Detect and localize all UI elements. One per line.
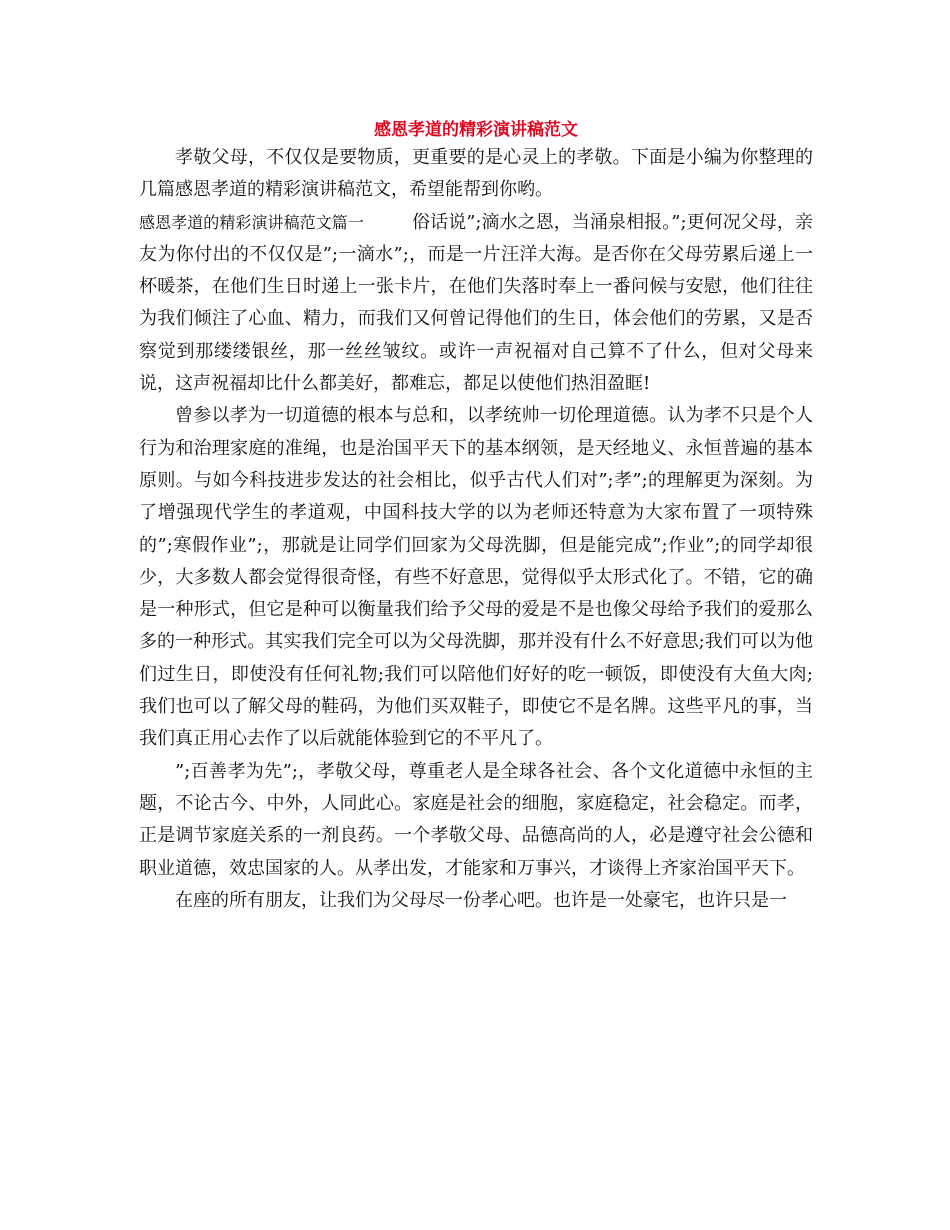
body-paragraph: 在座的所有朋友，让我们为父母尽一份孝心吧。也许是一处豪宅，也许只是一 xyxy=(175,889,787,911)
section-first-text: 俗话说”;滴水之恩，当涌泉相报。”;更何况父母，亲友为你付出的不仅仅是”;一滴水”;，而是一片汪洋大海。是否你在父母劳累后递上一杯暖茶，在他们生日时递上一张卡片，在他们失落时奉上一番问候与安慰，他们往往为我们倾注了心血、精力，而我们又何曾记得他们的生日，体会他们的劳累，又是否察觉到那缕缕银丝，那一丝丝皱纹。或许一声祝福对自己算不了什么，但对父母来说，这声祝福却比什么都美好，都难忘，都足以使他们热泪盈眶! xyxy=(139,211,813,395)
body-paragraph: ”;百善孝为先”;，孝敬父母，尊重老人是全球各社会、各个文化道德中永恒的主题，不论古今、中外，人同此心。家庭是社会的细胞，家庭稳定，社会稳定。而孝，正是调节家庭关系的一剂良药。一个孝敬父母、品德高尚的人，必是遵守社会公德和职业道德，效忠国家的人。从孝出发，才能家和万事兴，才谈得上齐家治国平天下。 xyxy=(139,760,813,879)
section-paragraph xyxy=(139,207,813,401)
intro-paragraph: 孝敬父母，不仅仅是要物质，更重要的是心灵上的孝敬。下面是小编为你整理的几篇感恩孝道的精彩演讲稿范文，希望能帮到你哟。 xyxy=(139,147,813,201)
section-heading: 感恩孝道的精彩演讲稿范文篇一 xyxy=(139,212,364,232)
document-title: 感恩孝道的精彩演讲稿范文 xyxy=(374,120,578,140)
document-page xyxy=(139,118,813,917)
body-paragraph: 曾参以孝为一切道德的根本与总和，以孝统帅一切伦理道德。认为孝不只是个人行为和治理家庭的准绳，也是治国平天下的基本纲领，是天经地义、永恒普遍的基本原则。与如今科技进步发达的社会相比，似乎古代人们对”;孝”;的理解更为深刻。为了增强现代学生的孝道观，中国科技大学的以为老师还特意为大家布置了一项特殊的”;寒假作业”;，那就是让同学们回家为父母洗脚，但是能完成”;作业”;的同学却很少，大多数人都会觉得很奇怪，有些不好意思，觉得似乎太形式化了。不错，它的确是一种形式，但它是种可以衡量我们给予父母的爱是不是也像父母给予我们的爱那么多的一种形式。其实我们完全可以为父母洗脚，那并没有什么不好意思;我们可以为他们过生日，即使没有任何礼物;我们可以陪他们好好的吃一顿饭，即使没有大鱼大肉;我们也可以了解父母的鞋码，为他们买双鞋子，即使它不是名牌。这些平凡的事，当我们真正用心去作了以后就能体验到它的不平凡了。 xyxy=(139,405,813,750)
